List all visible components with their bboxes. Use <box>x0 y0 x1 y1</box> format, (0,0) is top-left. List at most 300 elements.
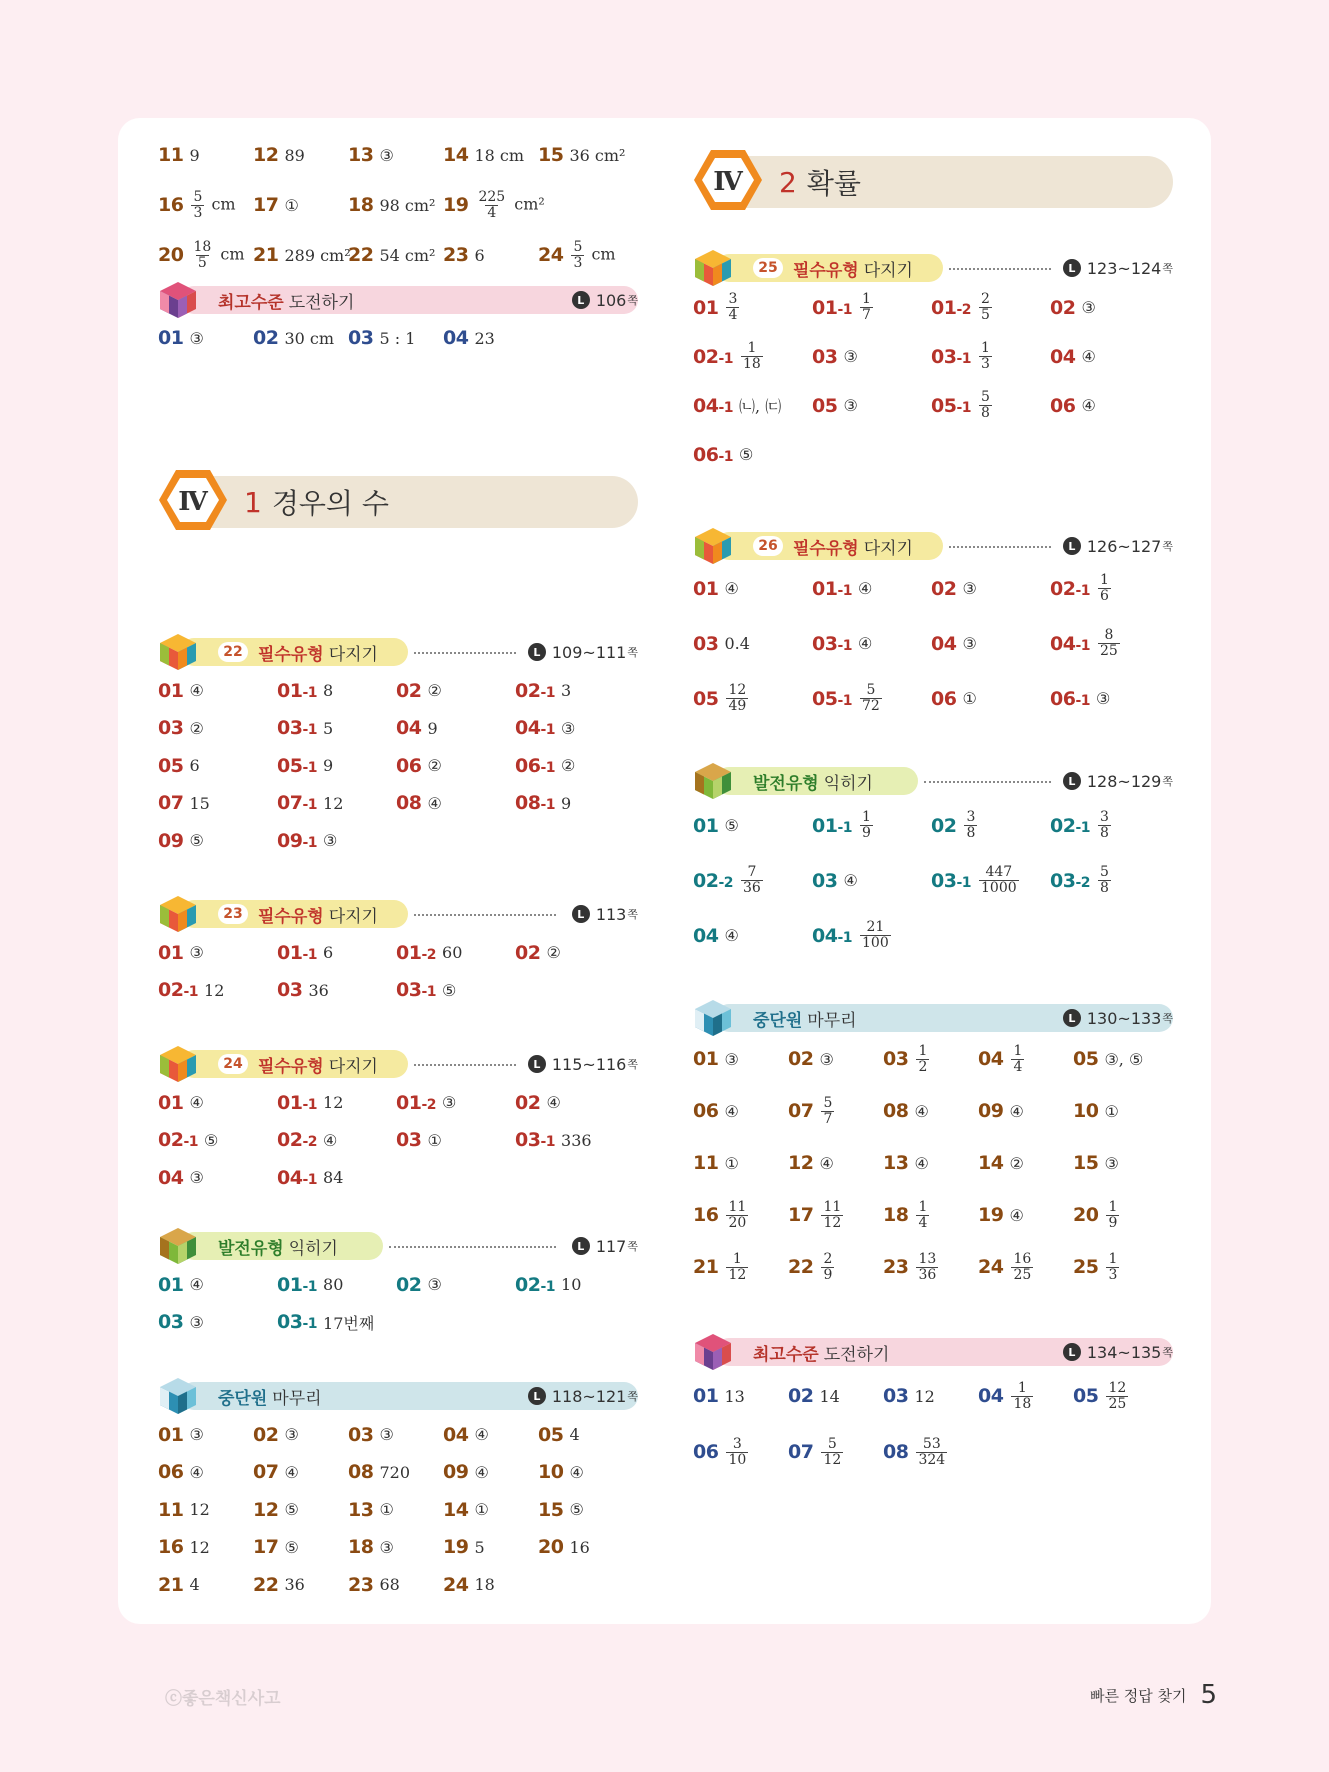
denominator: 12 <box>728 1266 747 1283</box>
question-number: 22 <box>348 244 374 266</box>
unit: cm <box>206 194 236 214</box>
section-title-rest: 익히기 <box>288 1238 338 1259</box>
answer-item <box>883 1189 931 1241</box>
answer-value: ④ <box>1081 347 1096 366</box>
answer-item <box>158 1416 204 1454</box>
question-number: 06-1 <box>693 443 734 466</box>
question-number: 03-2 <box>1050 869 1091 892</box>
answer-row <box>693 671 1173 726</box>
answer-value: ③ <box>843 396 858 415</box>
answer-value: ③ <box>379 145 394 165</box>
answer-item <box>883 1368 935 1424</box>
answer-item <box>158 822 204 860</box>
page-unit: 쪽 <box>1162 262 1173 275</box>
question-number: 03-1 <box>277 717 318 740</box>
fraction <box>741 865 763 895</box>
section-header-challenge <box>158 280 638 316</box>
denominator: 3 <box>193 204 203 221</box>
numerator: 12 <box>728 682 747 699</box>
answer-value: ③ <box>427 1275 442 1295</box>
answer-item <box>693 381 781 430</box>
question-number: 15 <box>538 144 564 166</box>
numerator: 1 <box>918 1198 928 1215</box>
question-number: 01-1 <box>812 814 853 837</box>
question-number: 01-1 <box>277 1091 318 1114</box>
sub-number: -2 <box>421 1096 437 1113</box>
answer-item <box>277 672 333 710</box>
answer-row <box>693 561 1173 616</box>
section-header-advanced <box>158 1226 638 1262</box>
question-number: 04 <box>158 1166 184 1189</box>
answer-value: 12 <box>323 793 344 813</box>
answer-value: ① <box>379 1500 394 1520</box>
fraction <box>1098 628 1120 658</box>
section-title-rest: 다지기 <box>863 260 913 281</box>
cube-icon <box>693 248 733 288</box>
answer-value: ④ <box>724 579 739 598</box>
answer-value: 54 cm² <box>379 245 436 265</box>
answer-value: ② <box>546 943 561 963</box>
answer-row <box>693 1033 1173 1085</box>
sub-number: -1 <box>540 684 556 701</box>
answer-item <box>883 1424 949 1480</box>
page-range: 109~111 <box>551 642 627 662</box>
answer-item <box>931 616 977 671</box>
answer-item <box>253 1566 305 1604</box>
answer-row <box>158 230 638 280</box>
answer-value: ④ <box>189 1462 204 1482</box>
denominator: 72 <box>862 698 880 714</box>
answer-value: ② <box>1009 1153 1024 1173</box>
fraction <box>1098 573 1111 603</box>
denominator: 8 <box>981 405 990 421</box>
question-number: 23 <box>348 1573 374 1596</box>
denominator: 7 <box>823 1110 833 1127</box>
question-number: 01-2 <box>396 941 437 964</box>
section-title-rest: 마무리 <box>272 1388 322 1409</box>
question-number: 05 <box>1073 1048 1099 1070</box>
denominator: 18 <box>1013 1395 1032 1412</box>
sub-number: -1 <box>837 819 853 836</box>
lesson-icon: L <box>528 1387 546 1405</box>
answer-row <box>693 853 1173 908</box>
answer-item <box>515 747 575 785</box>
question-number: 04 <box>931 632 957 655</box>
question-number: 07 <box>253 1461 279 1484</box>
denominator: 25 <box>1108 1395 1127 1412</box>
numerator: 11 <box>728 1198 747 1215</box>
unit: cm <box>215 244 245 264</box>
answer-value: ④ <box>858 634 873 653</box>
answer-row <box>158 1529 638 1567</box>
answer-row <box>693 430 1173 479</box>
answer-item <box>396 785 442 823</box>
question-number: 05 <box>538 1423 564 1446</box>
answer-row <box>158 1416 638 1454</box>
answer-value: ④ <box>189 681 204 701</box>
fraction <box>916 1252 938 1282</box>
answer-item <box>277 1084 343 1122</box>
answer-item <box>1050 381 1096 430</box>
answer-value: 8 <box>323 681 334 701</box>
fraction <box>726 1200 748 1230</box>
answer-item <box>978 1241 1035 1293</box>
unit-title <box>244 476 389 528</box>
dotted-leader <box>389 1246 556 1248</box>
answer-item <box>158 320 204 356</box>
sub-number: -1 <box>837 582 853 599</box>
question-number: 01-1 <box>277 1273 318 1296</box>
question-number: 12 <box>788 1152 814 1174</box>
answer-item <box>693 1085 739 1137</box>
question-number: 02 <box>1050 296 1076 319</box>
answer-item <box>158 672 204 710</box>
page-footer <box>1090 1680 1217 1710</box>
sub-number: -1 <box>183 984 199 1001</box>
answer-value <box>819 1200 845 1230</box>
answer-value: 4 <box>189 1575 200 1595</box>
question-number: 01 <box>158 327 184 349</box>
question-number: 21 <box>693 1256 719 1278</box>
answer-value: 9 <box>427 718 438 738</box>
unit-roman-numeral: Ⅳ <box>178 487 208 517</box>
question-number: 03 <box>348 1423 374 1446</box>
section-header-23 <box>158 894 638 930</box>
answer-value: ④ <box>474 1425 489 1445</box>
answer-item <box>443 1529 485 1567</box>
answer-value <box>1096 865 1113 895</box>
denominator: 4 <box>1013 1058 1023 1075</box>
fraction <box>1011 1044 1024 1074</box>
numerator: 3 <box>728 291 738 308</box>
answer-item <box>788 1424 845 1480</box>
question-number: 01-1 <box>812 296 853 319</box>
fraction <box>979 292 992 322</box>
numerator: 447 <box>985 864 1013 881</box>
answer-row <box>693 1137 1173 1189</box>
fraction <box>821 1252 834 1282</box>
question-number: 11 <box>158 1498 184 1521</box>
answer-item <box>978 1189 1024 1241</box>
question-number: 09 <box>978 1100 1004 1122</box>
unit-title-text: 확률 <box>806 167 861 200</box>
sub-number: -1 <box>540 1134 556 1151</box>
question-number: 04 <box>443 1423 469 1446</box>
answer-value: 17번째 <box>323 1313 375 1333</box>
question-number: 10 <box>1073 1100 1099 1122</box>
lesson-icon: L <box>572 905 590 923</box>
question-number: 01 <box>158 1273 184 1296</box>
answer-item <box>396 747 442 785</box>
answer-value: ⑤ <box>284 1537 299 1557</box>
question-number: 05 <box>812 394 838 417</box>
answer-value: 68 <box>379 1575 400 1595</box>
answer-value: 9 <box>189 145 200 165</box>
question-number: 04 <box>693 924 719 947</box>
question-number: 19 <box>443 1536 469 1559</box>
answer-item <box>348 1529 394 1567</box>
question-number: 14 <box>443 1498 469 1521</box>
denominator: 10 <box>728 1451 747 1468</box>
answer-row <box>158 1304 638 1342</box>
answer-item <box>253 130 305 180</box>
numerator: 1 <box>1108 1250 1118 1267</box>
question-number: 13 <box>883 1152 909 1174</box>
answer-row <box>693 1424 1173 1480</box>
question-number: 23 <box>443 244 469 266</box>
answer-item <box>515 1122 592 1160</box>
sub-number: -1 <box>837 637 853 654</box>
answer-value: 18 cm <box>474 145 525 165</box>
answer-item <box>693 908 739 963</box>
answer-item <box>693 1368 745 1424</box>
answer-row <box>693 332 1173 381</box>
answer-value: ③ <box>189 1312 204 1332</box>
section-number-badge: 25 <box>753 258 783 278</box>
answer-row <box>693 1085 1173 1137</box>
question-number: 13 <box>348 1498 374 1521</box>
section-title-rest: 익히기 <box>823 773 873 794</box>
question-number: 12 <box>253 144 279 166</box>
sub-number: -1 <box>1075 637 1091 654</box>
answer-row <box>158 1266 638 1304</box>
question-number: 02 <box>253 327 279 349</box>
question-number: 09-1 <box>277 829 318 852</box>
answer-value: ① <box>474 1500 489 1520</box>
fraction <box>964 810 977 840</box>
answer-item <box>158 230 245 280</box>
answer-value: 12 <box>189 1537 210 1557</box>
numerator: 3 <box>966 809 976 826</box>
question-number: 07 <box>788 1100 814 1122</box>
question-number: 01 <box>158 679 184 702</box>
lesson-icon: L <box>1063 1343 1081 1361</box>
answer-value: 60 <box>442 943 463 963</box>
question-number: 11 <box>158 144 184 166</box>
unit: cm² <box>509 194 545 214</box>
answer-item <box>812 798 875 853</box>
answer-item <box>348 230 435 280</box>
sub-number: -1 <box>302 834 318 851</box>
unit-number: 2 <box>779 165 797 199</box>
answer-value: ③ <box>1081 298 1096 317</box>
answer-item <box>443 230 485 280</box>
answer-item <box>883 1085 929 1137</box>
question-number: 02-2 <box>693 869 734 892</box>
unit-roman-numeral: Ⅳ <box>713 167 743 197</box>
answer-item <box>443 1416 489 1454</box>
answer-item <box>158 130 200 180</box>
question-number: 01-2 <box>396 1091 437 1114</box>
question-number: 08 <box>883 1100 909 1122</box>
answer-item <box>693 561 739 616</box>
dotted-leader <box>414 1064 516 1066</box>
numerator: 1 <box>918 1042 928 1059</box>
answer-value <box>977 292 994 322</box>
question-number: 05 <box>1073 1385 1099 1407</box>
denominator: 25 <box>1100 643 1118 659</box>
answer-item <box>978 1368 1035 1424</box>
answer-item <box>277 1159 343 1197</box>
question-number: 03 <box>396 1129 422 1152</box>
numerator: 7 <box>747 864 757 881</box>
denominator: 2 <box>918 1058 928 1075</box>
sub-number: -1 <box>540 1278 556 1295</box>
question-number: 02-1 <box>1050 577 1091 600</box>
answer-value: 36 <box>308 980 329 1000</box>
answer-item <box>515 710 575 748</box>
answer-value: 12 <box>323 1093 344 1113</box>
answer-item <box>277 747 333 785</box>
question-number: 03-1 <box>277 1311 318 1334</box>
denominator: 100 <box>862 935 889 951</box>
numerator: 5 <box>193 188 203 205</box>
question-number: 03 <box>277 979 303 1002</box>
answer-item <box>693 283 741 332</box>
answer-item <box>978 1137 1024 1189</box>
section-header-mid-review-2 <box>693 998 1173 1034</box>
sub-number: -1 <box>540 722 556 739</box>
answer-item <box>396 934 462 972</box>
lesson-icon: L <box>1063 772 1081 790</box>
fraction <box>1098 865 1111 895</box>
answer-item <box>158 1159 204 1197</box>
numerator: 1 <box>862 291 871 308</box>
lesson-icon: L <box>1063 259 1081 277</box>
numerator: 5 <box>827 1435 837 1452</box>
question-number: 03 <box>883 1385 909 1407</box>
answer-row <box>158 934 638 972</box>
fraction <box>916 1044 929 1074</box>
answer-item <box>693 1241 750 1293</box>
answer-value: ④ <box>724 1101 739 1121</box>
section-title-bold: 발전유형 <box>218 1238 284 1259</box>
lesson-icon: L <box>528 643 546 661</box>
answer-value: 15 <box>189 793 210 813</box>
answer-row <box>693 908 1173 963</box>
denominator: 49 <box>728 698 747 714</box>
answer-item <box>158 180 236 230</box>
answer-value <box>1096 810 1113 840</box>
question-number: 01 <box>158 941 184 964</box>
answer-value: 9 <box>561 793 572 813</box>
answer-value: ① <box>1104 1101 1119 1121</box>
section-header-24 <box>158 1044 638 1080</box>
answer-value: ② <box>427 681 442 701</box>
answer-item <box>812 908 893 963</box>
question-number: 03 <box>158 717 184 740</box>
answer-row <box>693 381 1173 430</box>
denominator: 5 <box>981 307 990 323</box>
cube-icon <box>158 632 198 672</box>
answer-value <box>1104 1252 1121 1282</box>
question-number: 02-1 <box>1050 814 1091 837</box>
answer-item <box>931 853 1021 908</box>
answer-item <box>883 1137 929 1189</box>
denominator: 9 <box>862 825 871 841</box>
numerator: 12 <box>1108 1379 1127 1396</box>
question-number: 17 <box>253 1536 279 1559</box>
answer-item <box>158 1084 204 1122</box>
sub-number: -1 <box>837 301 853 318</box>
question-number: 06 <box>158 1461 184 1484</box>
sub-number: -1 <box>956 399 972 416</box>
numerator: 1 <box>1013 1042 1023 1059</box>
numerator: 53 <box>922 1435 941 1452</box>
fraction <box>1106 1381 1128 1411</box>
question-number: 13 <box>348 144 374 166</box>
answer-value: ④ <box>843 871 858 890</box>
section-title <box>793 532 913 560</box>
answer-value: ④ <box>858 579 873 598</box>
question-number: 01-1 <box>277 941 318 964</box>
answer-value: ⑤ <box>284 1500 299 1520</box>
question-number: 09 <box>443 1461 469 1484</box>
section-title-rest: 도전하기 <box>288 292 355 313</box>
cube-icon <box>158 894 198 934</box>
answer-value: ① <box>284 195 299 215</box>
sub-number: -1 <box>837 929 853 946</box>
answer-item <box>931 283 994 332</box>
page-reference <box>1063 1004 1173 1032</box>
question-number: 17 <box>253 194 279 216</box>
answer-value: 98 cm² <box>379 195 436 215</box>
question-number: 06 <box>693 1100 719 1122</box>
answer-item <box>538 1454 584 1492</box>
denominator: 4 <box>487 204 497 221</box>
denominator: 8 <box>1100 825 1109 841</box>
answer-value: ④ <box>189 1275 204 1295</box>
question-number: 02-1 <box>158 979 199 1002</box>
answer-item <box>253 1491 299 1529</box>
question-number: 14 <box>978 1152 1004 1174</box>
question-number: 19 <box>978 1204 1004 1226</box>
answer-value: 3 <box>561 681 572 701</box>
fraction <box>916 1200 929 1230</box>
answer-item <box>515 1084 561 1122</box>
question-number: 21 <box>158 1573 184 1596</box>
unit: cm <box>586 244 616 264</box>
answer-item <box>788 1241 836 1293</box>
answer-item <box>788 1137 834 1189</box>
numerator: 225 <box>478 188 506 205</box>
numerator: 1 <box>1017 1379 1027 1396</box>
answer-value: ④ <box>1009 1101 1024 1121</box>
question-number: 12 <box>253 1498 279 1521</box>
numerator: 5 <box>866 682 876 699</box>
answer-row <box>158 785 638 823</box>
section-title <box>218 1382 322 1410</box>
page-unit: 쪽 <box>627 1058 638 1071</box>
section-title-bold: 최고수준 <box>218 292 284 313</box>
section-title <box>258 1050 378 1078</box>
sub-number: -1 <box>956 874 972 891</box>
sub-number: -1 <box>302 684 318 701</box>
answer-item <box>538 230 616 280</box>
question-number: 03 <box>883 1048 909 1070</box>
answer-value <box>1009 1044 1026 1074</box>
question-number: 02 <box>515 1091 541 1114</box>
answer-value: 4 <box>569 1425 580 1445</box>
page-number: 5 <box>1200 1680 1217 1710</box>
fraction <box>741 341 763 371</box>
answer-item <box>348 320 415 356</box>
question-number: 08-1 <box>515 792 556 815</box>
sub-number: -1 <box>1075 582 1091 599</box>
answer-item <box>931 332 994 381</box>
fraction <box>916 1437 947 1467</box>
answer-item <box>693 332 765 381</box>
